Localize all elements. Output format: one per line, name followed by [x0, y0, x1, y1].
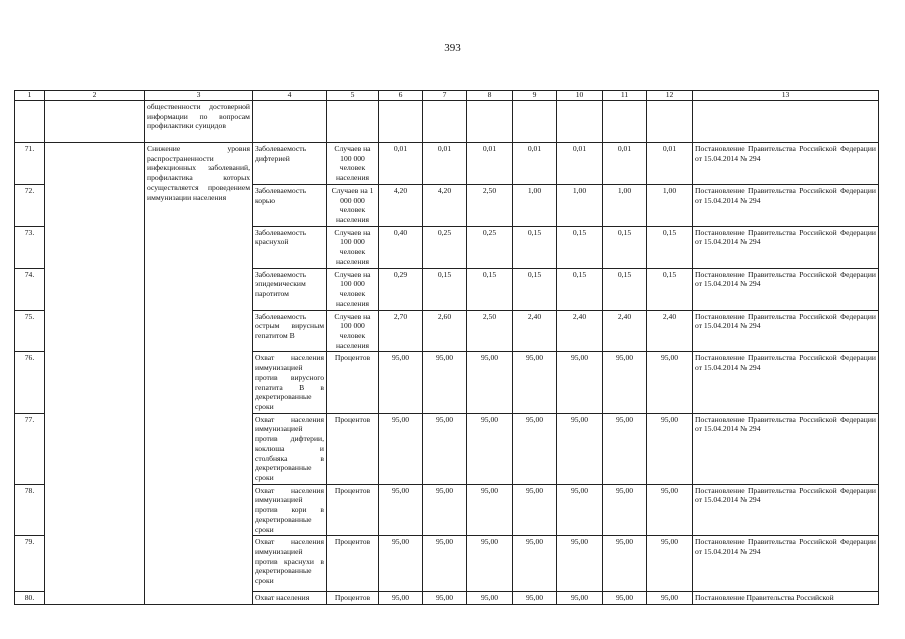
cell-value: 95,00	[557, 592, 603, 605]
cell-basis: Постановление Правительства Российской Федерации от 15.04.2014 № 294	[693, 536, 879, 592]
cell-unit: Случаев на 1 000 000 человек населения	[327, 184, 379, 226]
cell-value: 95,00	[379, 413, 423, 484]
cell-value	[557, 101, 603, 143]
cell-value: 95,00	[379, 352, 423, 413]
column-header: 3	[145, 91, 253, 101]
column-header: 12	[647, 91, 693, 101]
cell-value: 0,01	[603, 143, 647, 185]
cell-indicator: Охват населения иммунизацией против дифтерии, коклюша и столбняка в декретированные сроки	[253, 413, 327, 484]
cell-unit: Случаев на 100 000 человек населения	[327, 226, 379, 268]
table-row	[15, 143, 879, 185]
cell-value: 95,00	[603, 352, 647, 413]
cell-unit	[327, 101, 379, 143]
cell-unit: Процентов	[327, 484, 379, 536]
cell-number: 79.	[15, 536, 45, 592]
cell-value: 0,15	[557, 226, 603, 268]
cell-value: 0,15	[513, 268, 557, 310]
cell-value: 1,00	[603, 184, 647, 226]
cell-number: 80.	[15, 592, 45, 605]
cell-value: 2,60	[423, 310, 467, 352]
cell-indicator: Заболеваемость эпидемическим паротитом	[253, 268, 327, 310]
cell-value: 95,00	[513, 484, 557, 536]
cell-number: 76.	[15, 352, 45, 413]
cell-value: 2,50	[467, 184, 513, 226]
cell-basis: Постановление Правительства Российской Федерации от 15.04.2014 № 294	[693, 310, 879, 352]
cell-value: 0,40	[379, 226, 423, 268]
cell-value: 95,00	[467, 536, 513, 592]
column-header: 4	[253, 91, 327, 101]
cell-value	[603, 101, 647, 143]
column-header: 1	[15, 91, 45, 101]
cell-number: 71.	[15, 143, 45, 185]
column-header: 6	[379, 91, 423, 101]
cell-indicator: Заболеваемость краснухой	[253, 226, 327, 268]
cell-value: 95,00	[467, 484, 513, 536]
header-row	[15, 91, 879, 101]
cell-value: 0,15	[423, 268, 467, 310]
column-header: 5	[327, 91, 379, 101]
cell-value: 95,00	[603, 592, 647, 605]
cell-indicator: Охват населения иммунизацией против вирусного гепатита В в декретированные сроки	[253, 352, 327, 413]
cell-value: 95,00	[603, 536, 647, 592]
cell-value: 0,01	[647, 143, 693, 185]
cell-value: 0,15	[603, 226, 647, 268]
cell-value: 0,15	[467, 268, 513, 310]
cell-value	[647, 101, 693, 143]
cell-value: 2,70	[379, 310, 423, 352]
cell-basis	[693, 101, 879, 143]
cell-value: 0,25	[467, 226, 513, 268]
cell-value: 2,40	[557, 310, 603, 352]
cell-value: 0,25	[423, 226, 467, 268]
column-header: 8	[467, 91, 513, 101]
column-header: 10	[557, 91, 603, 101]
cell-value: 95,00	[647, 592, 693, 605]
cell-basis: Постановление Правительства Российской Федерации от 15.04.2014 № 294	[693, 352, 879, 413]
cell-value: 95,00	[423, 484, 467, 536]
cell-value: 95,00	[513, 352, 557, 413]
cell-value: 4,20	[423, 184, 467, 226]
indicators-table	[14, 90, 879, 605]
cell-number: 72.	[15, 184, 45, 226]
cell-value: 95,00	[647, 413, 693, 484]
cell-value: 0,01	[557, 143, 603, 185]
cell-indicator: Охват населения иммунизацией против кори в декретированные сроки	[253, 484, 327, 536]
cell-basis: Постановление Правительства Российской Федерации от 15.04.2014 № 294	[693, 484, 879, 536]
cell-unit: Случаев на 100 000 человек населения	[327, 268, 379, 310]
continuation-row	[15, 101, 879, 143]
cell-value: 95,00	[647, 536, 693, 592]
cell-value: 95,00	[513, 536, 557, 592]
cell-number: 75.	[15, 310, 45, 352]
cell-value	[379, 101, 423, 143]
cell-value: 95,00	[603, 413, 647, 484]
cell-unit: Процентов	[327, 352, 379, 413]
cell-value: 1,00	[513, 184, 557, 226]
cell-unit: Процентов	[327, 592, 379, 605]
cell-value: 1,00	[557, 184, 603, 226]
cell-value: 95,00	[557, 352, 603, 413]
cell-indicator: Заболеваемость дифтерией	[253, 143, 327, 185]
cell-value: 95,00	[513, 592, 557, 605]
cell-number: 77.	[15, 413, 45, 484]
cell-value: 95,00	[467, 352, 513, 413]
cell-task: Снижение уровня распространенности инфекционных заболеваний, профилактика которых осуществляется проведением иммунизации населения	[145, 143, 253, 605]
cell-indicator: Заболеваемость корью	[253, 184, 327, 226]
cell-value: 95,00	[557, 413, 603, 484]
cell-value: 95,00	[557, 536, 603, 592]
cell-value: 0,15	[603, 268, 647, 310]
cell-basis: Постановление Правительства Российской Федерации от 15.04.2014 № 294	[693, 413, 879, 484]
cell-value: 95,00	[467, 592, 513, 605]
cell-value: 95,00	[379, 484, 423, 536]
cell-value	[423, 101, 467, 143]
cell-value: 95,00	[557, 484, 603, 536]
cell-indicator: Охват населения	[253, 592, 327, 605]
cell-value: 2,40	[603, 310, 647, 352]
cell-value: 95,00	[513, 413, 557, 484]
cell-value: 2,40	[513, 310, 557, 352]
column-header: 13	[693, 91, 879, 101]
cell-basis: Постановление Правительства Российской	[693, 592, 879, 605]
cell-unit: Случаев на 100 000 человек населения	[327, 143, 379, 185]
cell-value: 0,01	[467, 143, 513, 185]
cell-value: 2,40	[647, 310, 693, 352]
cell-number: 74.	[15, 268, 45, 310]
cell-unit: Процентов	[327, 536, 379, 592]
cell-goal	[45, 143, 145, 605]
column-header: 11	[603, 91, 647, 101]
column-header: 7	[423, 91, 467, 101]
cell-value	[513, 101, 557, 143]
cell-value	[467, 101, 513, 143]
cell-unit: Процентов	[327, 413, 379, 484]
cell-value: 95,00	[423, 413, 467, 484]
cell-number	[15, 101, 45, 143]
cell-value: 4,20	[379, 184, 423, 226]
cell-indicator: Заболеваемость острым вирусным гепатитом В	[253, 310, 327, 352]
cell-basis: Постановление Правительства Российской Федерации от 15.04.2014 № 294	[693, 143, 879, 185]
cell-value: 0,15	[557, 268, 603, 310]
cell-value: 0,01	[423, 143, 467, 185]
cell-value: 0,15	[647, 226, 693, 268]
cell-basis: Постановление Правительства Российской Федерации от 15.04.2014 № 294	[693, 268, 879, 310]
cell-value: 1,00	[647, 184, 693, 226]
cell-basis: Постановление Правительства Российской Федерации от 15.04.2014 № 294	[693, 226, 879, 268]
cell-value: 95,00	[603, 484, 647, 536]
cell-unit: Случаев на 100 000 человек населения	[327, 310, 379, 352]
cell-task-continued: общественности достоверной информации по вопросам профилактики суицидов	[145, 101, 253, 143]
cell-indicator	[253, 101, 327, 143]
cell-value: 95,00	[647, 352, 693, 413]
column-header: 2	[45, 91, 145, 101]
column-header: 9	[513, 91, 557, 101]
cell-value: 0,29	[379, 268, 423, 310]
cell-goal	[45, 101, 145, 143]
cell-value: 0,15	[647, 268, 693, 310]
cell-indicator: Охват населения иммунизацией против краснухи в декретированные сроки	[253, 536, 327, 592]
cell-number: 73.	[15, 226, 45, 268]
cell-value: 2,50	[467, 310, 513, 352]
cell-value: 95,00	[467, 413, 513, 484]
cell-basis: Постановление Правительства Российской Федерации от 15.04.2014 № 294	[693, 184, 879, 226]
cell-value: 0,15	[513, 226, 557, 268]
page-number: 393	[444, 42, 461, 54]
cell-value: 0,01	[513, 143, 557, 185]
cell-value: 95,00	[647, 484, 693, 536]
cell-value: 0,01	[379, 143, 423, 185]
cell-value: 95,00	[379, 592, 423, 605]
cell-number: 78.	[15, 484, 45, 536]
cell-value: 95,00	[423, 592, 467, 605]
cell-value: 95,00	[423, 536, 467, 592]
cell-value: 95,00	[379, 536, 423, 592]
cell-value: 95,00	[423, 352, 467, 413]
